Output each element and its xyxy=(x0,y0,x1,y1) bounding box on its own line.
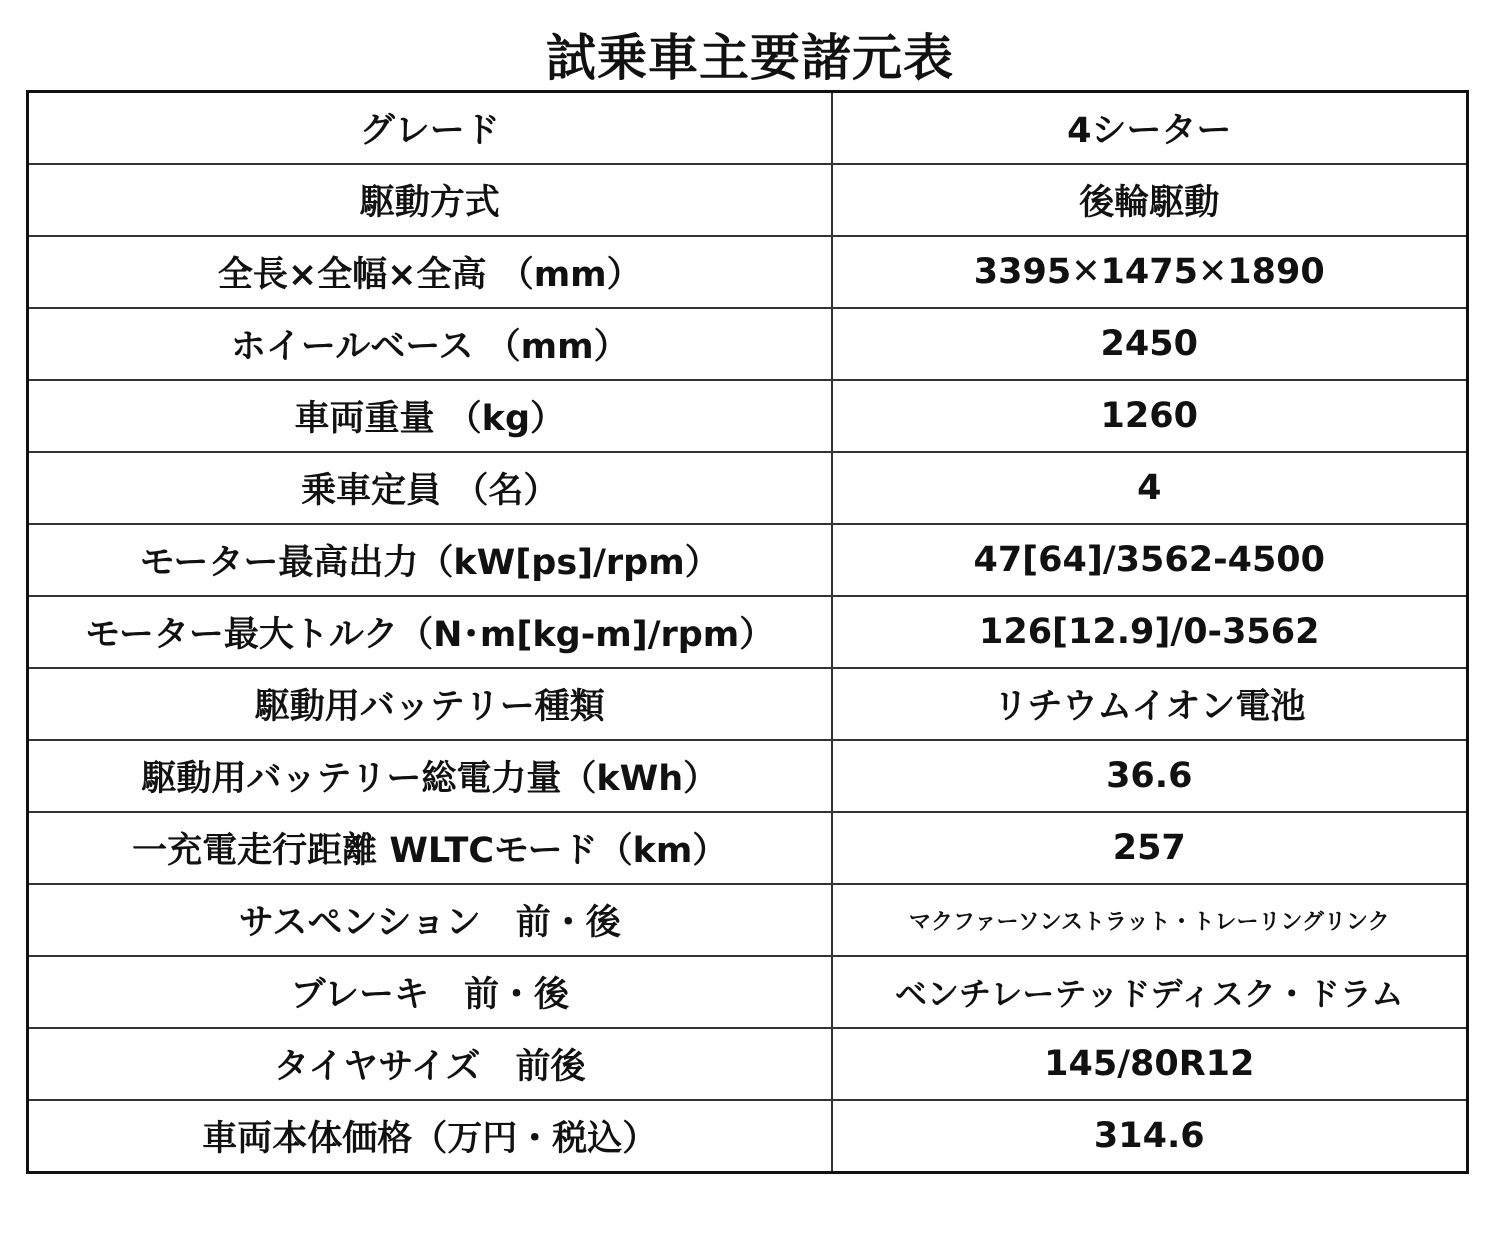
table-row xyxy=(28,596,1468,668)
spec-label: 車両重量 （kg） xyxy=(28,380,832,452)
spec-label: 乗車定員 （名） xyxy=(28,452,832,524)
spec-value: 3395✕1475✕1890 xyxy=(832,236,1468,308)
spec-label: 一充電走行距離 WLTCモード（km） xyxy=(28,812,832,884)
table-row xyxy=(28,1028,1468,1100)
spec-label: 全長×全幅×全高 （mm） xyxy=(28,236,832,308)
spec-label: ブレーキ 前・後 xyxy=(28,956,832,1028)
table-row xyxy=(28,236,1468,308)
spec-value: 126[12.9]/0-3562 xyxy=(832,596,1468,668)
table-row xyxy=(28,164,1468,236)
spec-label: モーター最高出力（kW[ps]/rpm） xyxy=(28,524,832,596)
spec-label: 駆動用バッテリー総電力量（kWh） xyxy=(28,740,832,812)
spec-value: 4 xyxy=(832,452,1468,524)
spec-label: 駆動用バッテリー種類 xyxy=(28,668,832,740)
spec-value: 1260 xyxy=(832,380,1468,452)
table-row xyxy=(28,1100,1468,1173)
table-row xyxy=(28,524,1468,596)
spec-label: グレード xyxy=(28,92,832,165)
page-title: 試乗車主要諸元表 xyxy=(546,29,954,87)
table-row xyxy=(28,452,1468,524)
spec-label: タイヤサイズ 前後 xyxy=(28,1028,832,1100)
table-row xyxy=(28,884,1468,956)
spec-table xyxy=(26,90,1469,1174)
spec-value: 36.6 xyxy=(832,740,1468,812)
table-row xyxy=(28,668,1468,740)
spec-label: サスペンション 前・後 xyxy=(28,884,832,956)
spec-value: 2450 xyxy=(832,308,1468,380)
spec-label: ホイールベース （mm） xyxy=(28,308,832,380)
spec-value: 後輪駆動 xyxy=(832,164,1468,236)
spec-value: マクファーソンストラット・トレーリングリンク xyxy=(832,884,1468,956)
spec-value: 145/80R12 xyxy=(832,1028,1468,1100)
table-row xyxy=(28,740,1468,812)
table-row xyxy=(28,380,1468,452)
spec-value: 4シーター xyxy=(832,92,1468,165)
spec-label: モーター最大トルク（N･m[kg-m]/rpm） xyxy=(28,596,832,668)
spec-value: リチウムイオン電池 xyxy=(832,668,1468,740)
spec-label: 車両本体価格（万円・税込） xyxy=(28,1100,832,1173)
spec-value: 257 xyxy=(832,812,1468,884)
spec-value: 314.6 xyxy=(832,1100,1468,1173)
spec-label: 駆動方式 xyxy=(28,164,832,236)
table-row xyxy=(28,956,1468,1028)
spec-value: 47[64]/3562-4500 xyxy=(832,524,1468,596)
spec-value: ベンチレーテッドディスク・ドラム xyxy=(832,956,1468,1028)
table-row xyxy=(28,812,1468,884)
table-row xyxy=(28,308,1468,380)
table-row xyxy=(28,92,1468,165)
